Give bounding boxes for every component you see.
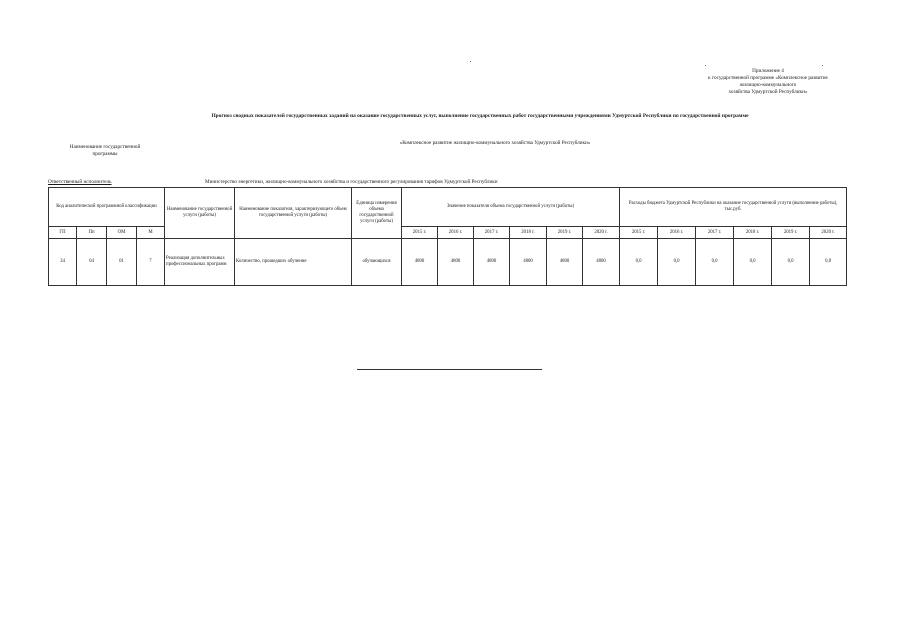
program-label-line-1: Наименование государственной [69, 144, 141, 150]
appendix-line-3: жилищно-коммунального [739, 82, 797, 88]
program-name: «Комплексное развитие жилищно-коммунального хозяйства Удмуртской Республики» [399, 140, 591, 146]
cell-expense: 0,0 [620, 239, 658, 286]
header-om: ОМ [107, 227, 137, 239]
executor-name: Министерство энергетики, жилищно-коммунального хозяйства и государственного регулирования тарифов Удмуртской Республики [205, 179, 498, 185]
cell-volume: 4800 [438, 239, 474, 286]
header-expense-year: 2017 г. [696, 227, 734, 239]
header-service-name: Наименование государственной услуги (работы) [165, 188, 235, 239]
cell-service: Реализация дополнительных профессиональных программ [165, 239, 235, 286]
header-expense-year: 2019 г. [772, 227, 810, 239]
cell-expense: 0,0 [696, 239, 734, 286]
header-expense-year: 2020 г. [810, 227, 847, 239]
program-label [60, 144, 150, 158]
header-gp: ГП [49, 227, 77, 239]
header-expense-year: 2016 г. [658, 227, 696, 239]
forecast-table [48, 187, 847, 286]
header-volume-year: 2015 г. [402, 227, 438, 239]
program-label-line-2: программы [92, 151, 118, 157]
header-volume-year: 2018 г. [510, 227, 547, 239]
cell-pp: 04 [77, 239, 107, 286]
cell-om: 01 [107, 239, 137, 286]
header-volume-group: Значение показателя объема государственной услуги (работы) [402, 188, 620, 227]
cell-volume: 4800 [547, 239, 583, 286]
table-row [49, 239, 847, 286]
appendix-line-1: Приложение 4 [752, 68, 784, 74]
header-expense-group: Расходы бюджета Удмуртской Республики на оказание государственной услуги (выполнение работы), тыс.руб. [620, 188, 847, 227]
appendix-note [693, 68, 843, 96]
cell-indicator: Количество, прошедших обучение [235, 239, 352, 286]
cell-volume: 4800 [510, 239, 547, 286]
cell-expense: 0,0 [658, 239, 696, 286]
cell-expense: 0,0 [772, 239, 810, 286]
document-title: Прогноз сводных показателей государственных заданий на оказание государственных услуг, выполнение государственных работ государственными учреждениями Удмуртской Республики по государственной программе [211, 113, 749, 119]
header-indicator-name: Наименование показателя, характеризующего объем государственной услуги (работы) [235, 188, 352, 239]
signature-line [357, 369, 542, 370]
header-volume-year: 2017 г. [474, 227, 510, 239]
header-code-group: Код аналитической программной классификации [49, 188, 165, 227]
cell-volume: 4800 [402, 239, 438, 286]
cell-expense: 0,0 [810, 239, 847, 286]
appendix-line-4: хозяйства Удмуртской Республики» [728, 89, 808, 95]
appendix-line-2: к государственной программе «Комплексное развитие [708, 75, 828, 81]
header-pp: Пп [77, 227, 107, 239]
header-volume-year: 2016 г. [438, 227, 474, 239]
header-volume-year: 2020 г. [583, 227, 620, 239]
cell-unit: обучающихся [352, 239, 402, 286]
header-volume-year: 2019 г. [547, 227, 583, 239]
header-expense-year: 2018 г. [734, 227, 772, 239]
cell-volume: 4800 [583, 239, 620, 286]
scan-speck [705, 65, 706, 66]
executor-label: Ответственный исполнитель [48, 179, 112, 185]
cell-expense: 0,0 [734, 239, 772, 286]
scan-speck [470, 61, 471, 62]
header-expense-year: 2015 г. [620, 227, 658, 239]
cell-gp: 34 [49, 239, 77, 286]
cell-volume: 4800 [474, 239, 510, 286]
header-m: М [137, 227, 165, 239]
cell-m: 7 [137, 239, 165, 286]
header-unit: Единица измерения объема государственной услуги (работы) [352, 188, 402, 239]
scan-speck [822, 65, 823, 66]
